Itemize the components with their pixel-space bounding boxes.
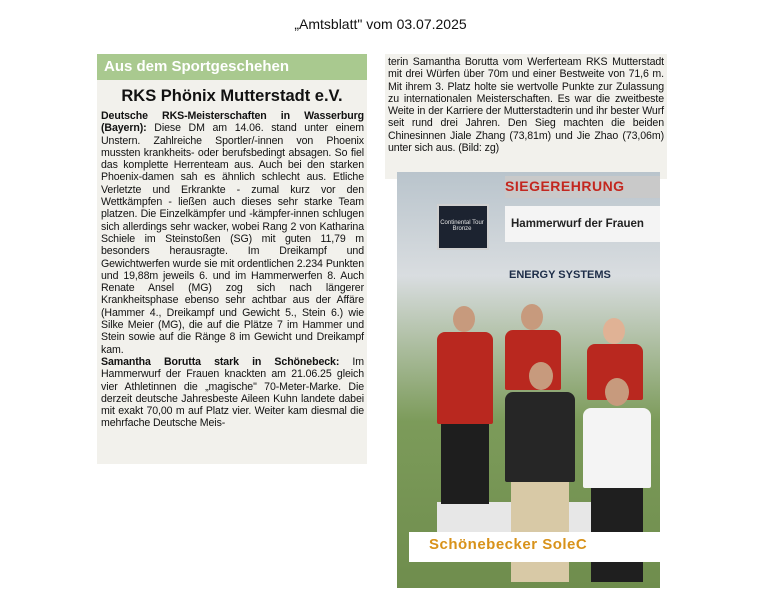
- sponsor-logo: ENERGY SYSTEMS: [509, 269, 611, 281]
- head: [521, 304, 543, 330]
- bottom-banner-text: Schönebecker SoleC: [429, 536, 588, 553]
- paragraph-3: terin Samantha Borutta vom Werferteam RKS Mutterstadt mit drei Würfen über 70m und einer Bestweite von 71,6 m. Mit ihrem 3. Platz holte sie wertvolle Punkte zur Zulassung zu internationalen Meisterschaften. Es war die zweitbeste Weite in der Karriere der Mutterstadterin und ihr bester Wurf seit rund drei Jahren. Den Sieg machten die beiden Chinesinnen Jiale Zhang (73,81m) und Jie Zhao (73,06m) unter sich aus. (Bild: zg): [388, 56, 664, 155]
- torso: [505, 392, 575, 482]
- paragraph-1-text: Diese DM am 14.06. stand unter einem Unstern. Zahlreiche Sportler/-innen von Phoenix mussten krankheits- oder berufsbedingt absagen. So fiel das komplette Herrenteam aus. Auch bei den starken Phoenix-damen sah es ähnlich schlecht aus. Etliche Verletzte und Erkrankte - zumal kurz vor den Wettkämpfen - ließen auch dieses sehr starke Team platzen. Die Einzelkämpfer und -kämpfer-innen schlugen sich allerdings sehr wacker, wobei Rang 2 von Katharina Schiele im Steinstoßen (SG) mit guten 11,79 m besonders herausragte. Im Dreikampf und Gewichtwerfen wurde sie mit ordentlichen 2.234 Punkten und 19,88m jeweils 6. und im Hammerwerfen 8. Auch Renate Ansel (MG) zog sich nach längerer Krankheitsphase ebenso sehr achtbar aus der Affäre (Hammer 4., Dreikampf und Gewicht 5., Stein 6.) wie Silke Meier (MG), die auf die Plätze 7 im Hammer und Stein sowie auf die Ränge 8 im Gewicht und Dreikampf kam.: [101, 122, 364, 356]
- article-column-right: [385, 54, 667, 179]
- paragraph-1: [101, 110, 364, 356]
- page-caption: „Amtsblatt" vom 03.07.2025: [294, 16, 467, 32]
- section-header: [97, 54, 367, 80]
- head: [453, 306, 475, 332]
- ceremony-banner-text: SIEGEREHRUNG: [505, 178, 625, 194]
- head: [603, 318, 625, 344]
- torso: [583, 408, 651, 488]
- section-title: Aus dem Sportgeschehen: [104, 58, 290, 75]
- article-headline: RKS Phönix Mutterstadt e.V.: [121, 87, 343, 105]
- award-ceremony-photo: [397, 172, 660, 588]
- event-banner-text: Hammerwurf der Frauen: [511, 218, 644, 230]
- paragraph-1-lead: Deutsche RKS-Meisterschaften in Wasserburg (Bayern):: [101, 110, 364, 135]
- head: [605, 378, 629, 406]
- paragraph-2-lead: Samantha Borutta stark in Schönebeck:: [101, 355, 340, 368]
- paragraph-2-text: Im Hammerwurf der Frauen knackten am 21.06.25 gleich vier Athletinnen die „magische" 70-Meter-Marke. Die derzeit deutsche Jahresbeste Aileen Kuhn landete dabei mit exakt 70,00 m auf Platz vier. Weiter kam diesmal die mehrfache Deutsche Meis-: [101, 355, 364, 430]
- head: [529, 362, 553, 390]
- article-body-right: [388, 56, 664, 154]
- torso: [437, 332, 493, 424]
- article-body-left: [101, 110, 364, 430]
- paragraph-2: [101, 356, 364, 430]
- logo-text: Continental Tour Bronze: [440, 220, 484, 232]
- article-column-left: [97, 54, 367, 464]
- legs: [441, 424, 489, 504]
